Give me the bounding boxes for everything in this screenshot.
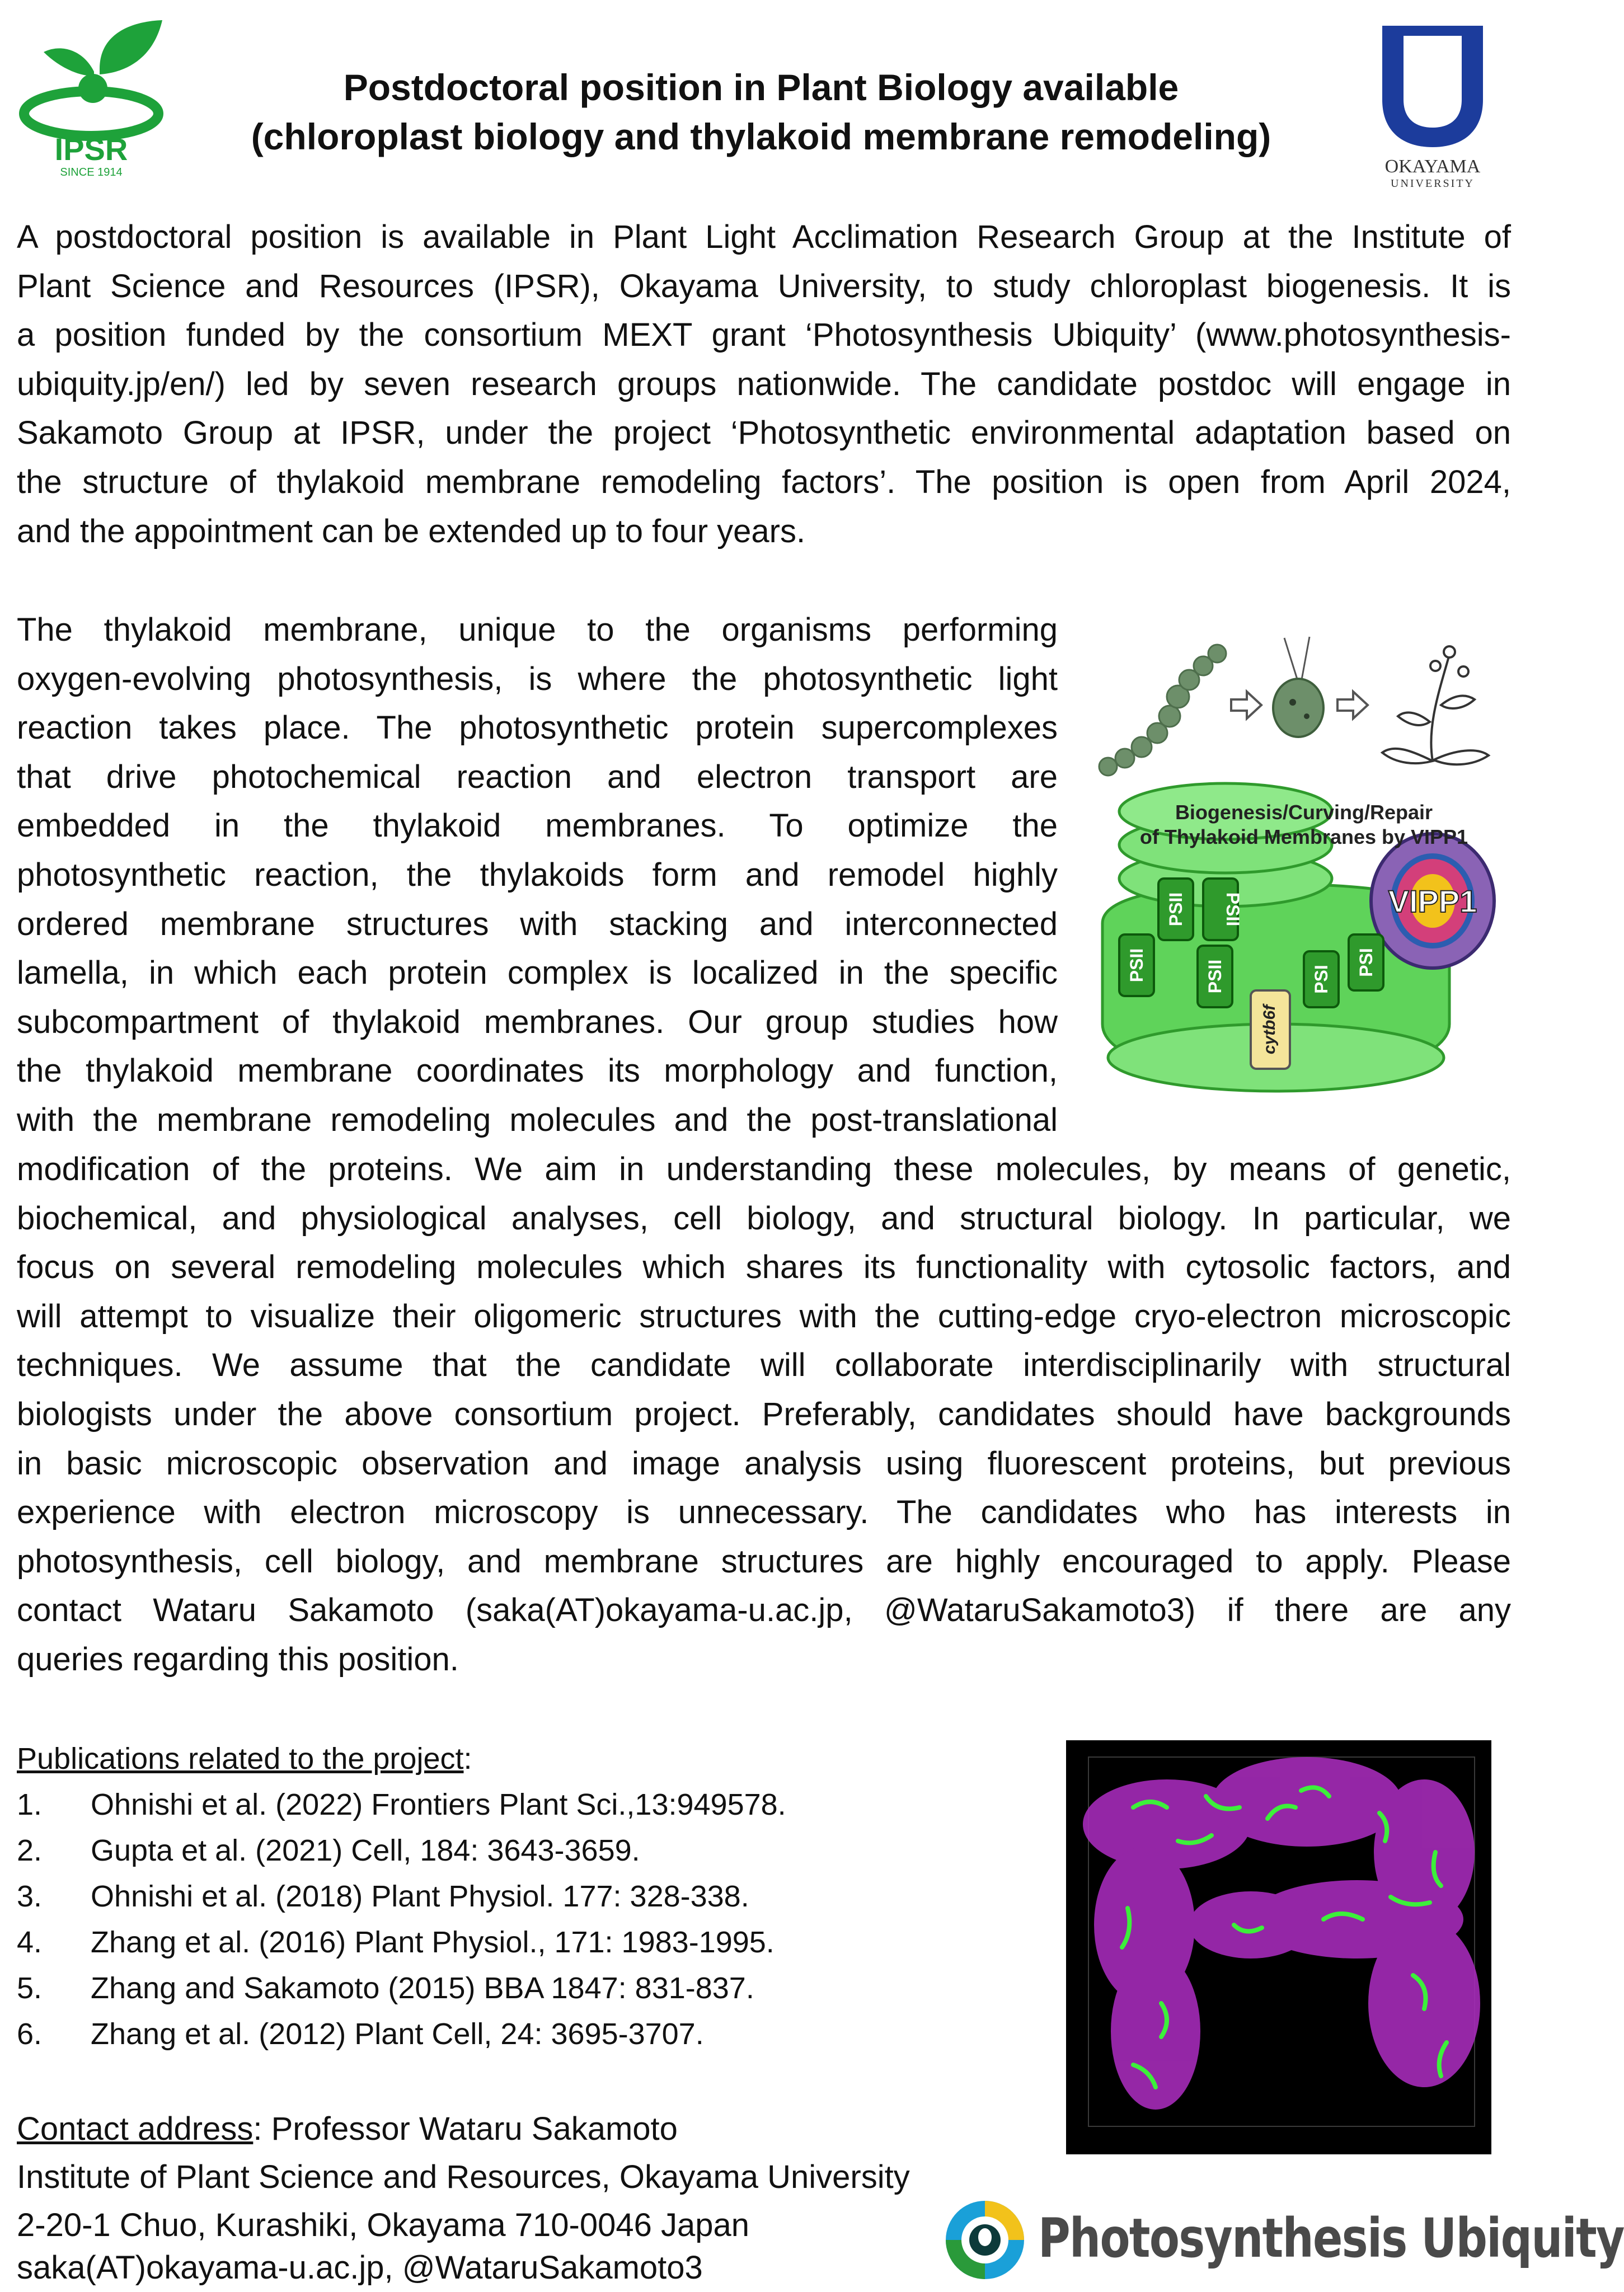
okayama-logo-sub: UNIVERSITY: [1391, 177, 1475, 190]
page-title-line-1: Postdoctoral position in Plant Biology available: [343, 67, 1179, 108]
body-line: reaction takes place. The photosynthetic protein supercomplexes: [17, 710, 1058, 746]
body-line: modification of the proteins. We aim in understanding these molecules, by means of genetic,: [17, 1151, 1511, 1187]
intro-line: A postdoctoral position is available in Plant Light Acclimation Research Group at the Institute of: [17, 219, 1511, 255]
publication-citation: Ohnishi et al. (2018) Plant Physiol. 177: 328-338.: [91, 1880, 749, 1913]
body-line: experience with electron microscopy is unnecessary. The candidates who has interests in: [17, 1494, 1511, 1531]
intro-line: and the appointment can be extended up to four years.: [17, 513, 806, 549]
publication-number: 1.: [17, 1788, 43, 1821]
contact-line-1: [17, 2105, 678, 2153]
ipsr-logo-icon: [16, 10, 167, 178]
publication-citation: Zhang and Sakamoto (2015) BBA 1847: 831-837.: [91, 1971, 754, 2005]
research-paragraph-bottom: [17, 1145, 1511, 1684]
body-line: photosynthetic reaction, the thylakoids form and remodel highly: [17, 856, 1058, 893]
photosynthesis-ubiquity-logo-icon: [940, 2198, 1030, 2282]
body-line: oxygen-evolving photosynthesis, is where the photosynthetic light: [17, 660, 1058, 697]
contact-label: Contact address: [17, 2111, 254, 2147]
publication-number: 5.: [17, 1971, 43, 2005]
body-line: contact Wataru Sakamoto (saka(AT)okayama-u.ac.jp, @WataruSakamoto3) if there are any: [17, 1592, 1511, 1629]
psii-complex-icon: [1119, 934, 1154, 996]
figure-caption: [1097, 800, 1511, 849]
vipp1-thylakoid-figure: [1091, 632, 1517, 1108]
body-line: photosynthesis, cell biology, and membrane structures are highly encouraged to apply. Please: [17, 1543, 1511, 1580]
psi-complex-icon: [1304, 951, 1339, 1007]
intro-line: the structure of thylakoid membrane remodeling factors’. The position is open from April 2024,: [17, 463, 1511, 500]
body-line: with the membrane remodeling molecules and the post-translational: [17, 1101, 1058, 1138]
psi-label: PSI: [1311, 965, 1331, 994]
psi-label: PSI: [1356, 948, 1376, 977]
psii-label: PSII: [1205, 959, 1225, 994]
page-title-line-2: (chloroplast biology and thylakoid membrane remodeling): [251, 116, 1271, 157]
intro-paragraph: [17, 213, 1511, 556]
figure-caption-line-2: of Thylakoid Membranes by VIPP1: [1139, 825, 1468, 848]
body-line: will attempt to visualize their oligomeric structures with the cutting-edge cryo-electron microscopic: [17, 1298, 1511, 1335]
psii-label: PSII: [1223, 892, 1243, 927]
vipp1-label: VIPP1: [1388, 884, 1477, 919]
publication-citation: Gupta et al. (2021) Cell, 184: 3643-3659.: [91, 1834, 640, 1867]
body-line: the thylakoid membrane coordinates its morphology and function,: [17, 1053, 1058, 1089]
psii-label: PSII: [1127, 948, 1147, 983]
intro-line: ubiquity.jp/en/) led by seven research groups nationwide. The candidate postdoc will engage in: [17, 365, 1511, 402]
publication-number: 3.: [17, 1880, 43, 1913]
cytb6f-label: cytb6f: [1260, 1004, 1279, 1055]
arrow-right-icon: [1231, 692, 1261, 718]
contact-name: : Professor Wataru Sakamoto: [253, 2111, 678, 2147]
okayama-university-logo-icon: [1371, 21, 1494, 189]
body-line: subcompartment of thylakoid membranes. Our group studies how: [17, 1003, 1058, 1040]
publication-citation: Zhang et al. (2012) Plant Cell, 24: 3695-3707.: [91, 2017, 704, 2051]
contact-institute: Institute of Plant Science and Resources, Okayama University: [17, 2159, 910, 2195]
fluorescence-micrograph-image: [1066, 1740, 1491, 2154]
body-line: biologists under the above consortium project. Preferably, candidates should have backgrounds: [17, 1396, 1511, 1432]
body-line: techniques. We assume that the candidate will collaborate interdisciplinarily with structural: [17, 1347, 1511, 1384]
vipp1-ring-icon: [1371, 834, 1494, 968]
publications-heading-colon: :: [463, 1742, 472, 1776]
body-line: embedded in the thylakoid membranes. To optimize the: [17, 807, 1058, 844]
plant-icon: [1382, 646, 1489, 764]
publications-heading-text: Publications related to the project: [17, 1742, 464, 1776]
psii-complex-icon: [1203, 879, 1243, 940]
figure-caption-line-1: Biogenesis/Curving/Repair: [1175, 801, 1433, 824]
publication-citation: Zhang et al. (2016) Plant Physiol., 171: 1983-1995.: [91, 1925, 775, 1959]
body-line: focus on several remodeling molecules which shares its functionality with cytosolic factors, and: [17, 1249, 1511, 1286]
okayama-logo-text: OKAYAMA: [1384, 156, 1481, 177]
body-line: that drive photochemical reaction and electron transport are: [17, 758, 1058, 795]
contact-email: saka(AT)okayama-u.ac.jp, @WataruSakamoto3: [17, 2249, 703, 2286]
body-line: queries regarding this position.: [17, 1641, 459, 1678]
psii-complex-icon: [1158, 879, 1193, 940]
intro-line: Sakamoto Group at IPSR, under the project ‘Photosynthetic environmental adaptation based on: [17, 415, 1511, 452]
publication-number: 4.: [17, 1925, 43, 1959]
body-line: ordered membrane structures with stacking and interconnected: [17, 905, 1058, 942]
psi-complex-icon: [1349, 934, 1383, 990]
body-line: lamella, in which each protein complex is localized in the specific: [17, 955, 1058, 992]
publication-number: 2.: [17, 1834, 43, 1867]
body-line: The thylakoid membrane, unique to the organisms performing: [17, 612, 1058, 648]
publication-citation: Ohnishi et al. (2022) Frontiers Plant Sci.,13:949578.: [91, 1788, 786, 1821]
photosynthesis-ubiquity-logo-text: Photosynthesis Ubiquity: [1038, 2207, 1624, 2270]
body-line: in basic microscopic observation and image analysis using fluorescent proteins, but previous: [17, 1445, 1511, 1482]
body-line: biochemical, and physiological analyses, cell biology, and structural biology. In particular, we: [17, 1200, 1511, 1237]
intro-line: Plant Science and Resources (IPSR), Okayama University, to study chloroplast biogenesis. It is: [17, 267, 1511, 304]
arrow-right-icon: [1337, 692, 1368, 718]
intro-line: a position funded by the consortium MEXT grant ‘Photosynthesis Ubiquity’ (www.photosynthesis-: [17, 317, 1511, 354]
cytb6f-complex-icon: [1251, 990, 1290, 1069]
psii-complex-icon: [1198, 946, 1232, 1007]
cyanobacteria-filament-icon: [1099, 645, 1226, 776]
contact-address: 2-20-1 Chuo, Kurashiki, Okayama 710-0046 Japan: [17, 2207, 749, 2243]
algal-cell-icon: [1273, 637, 1323, 737]
publications-heading: [17, 1739, 472, 1778]
ipsr-since-text: SINCE 1914: [60, 166, 123, 179]
research-paragraph-top: [17, 605, 1058, 1145]
psii-label: PSII: [1166, 892, 1186, 927]
publication-number: 6.: [17, 2017, 43, 2051]
ipsr-logo-text: IPSR: [54, 131, 128, 167]
